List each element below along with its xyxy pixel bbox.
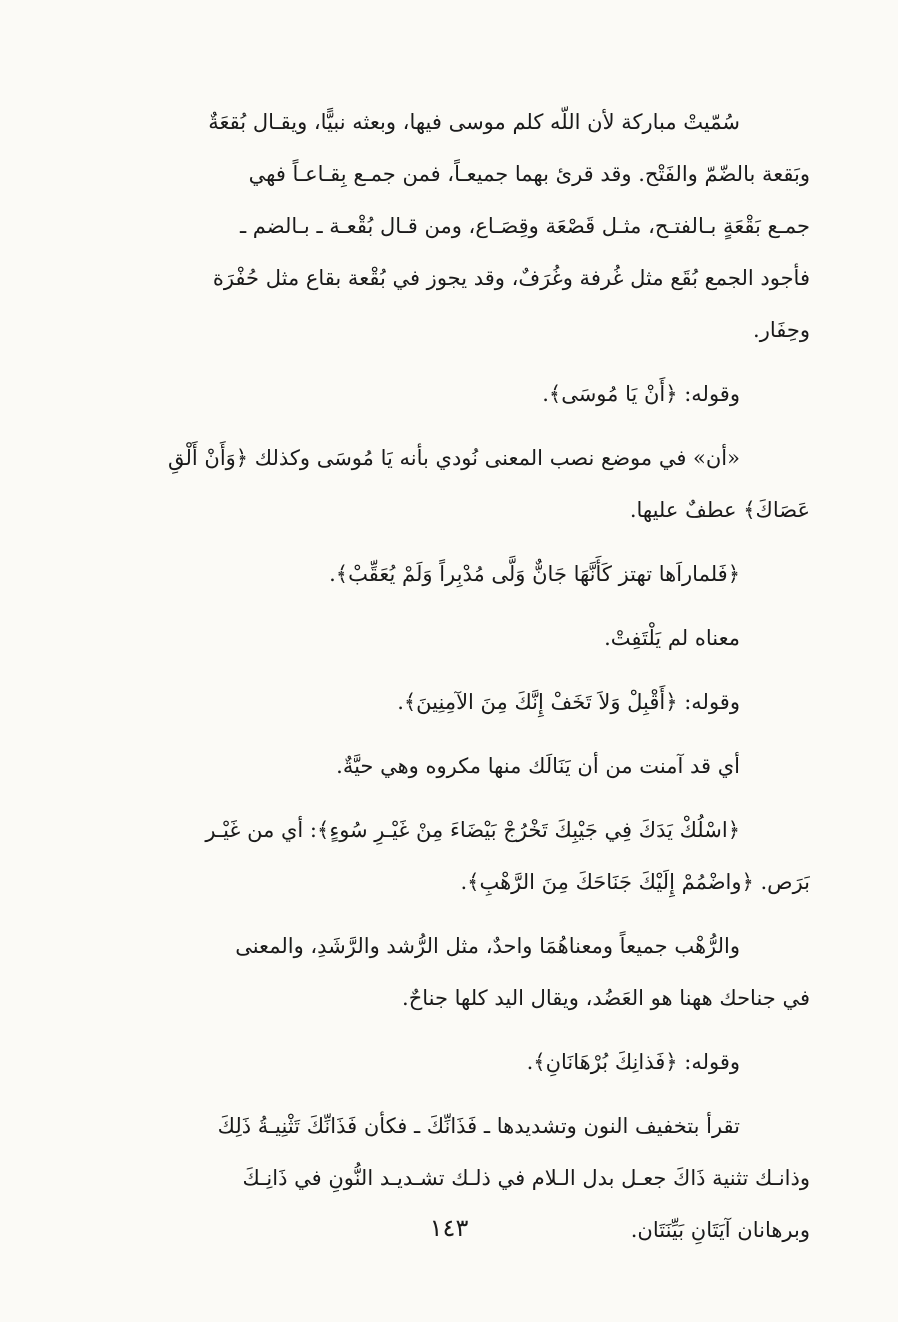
text-line: والرُّهْب جميعاً ومعناهُمَا واحدٌ، مثل الرُّشد والرَّشَدِ، والمعنى	[235, 934, 740, 958]
text-line: فأجود الجمع بُقَع مثل غُرفة وغُرَفٌ، وقد يجوز في بُقْعة بقاع مثل حُفْرَة	[212, 266, 810, 290]
text-line: وقوله: ﴿أَقْبِلْ وَلاَ تَخَفْ إِنَّكَ مِنَ الآمِنِينَ﴾.	[397, 690, 740, 714]
text-line: معناه لم يَلْتَفِتْ.	[604, 626, 740, 650]
text-line: تقرأ بتخفيف النون وتشديدها ـ فَذَانِّكَ ـ فكأن فَذَانِّكَ تَثْنِيـةُ ذَلِكَ	[217, 1114, 740, 1138]
text-line: وبرهانان آيَتَانِ بَيِّنَتَان.	[630, 1218, 810, 1242]
text-line: وقوله: ﴿أَنْ يَا مُوسَى﴾.	[542, 382, 740, 406]
text-line: في جناحك ههنا هو العَضُد، ويقال اليد كلها جناحٌ.	[402, 986, 810, 1010]
text-line: وحِفَار.	[753, 318, 810, 342]
text-line: أي قد آمنت من أن يَنَالَك منها مكروه وهي حيَّةٌ.	[336, 754, 740, 778]
text-line: وذانـك تثنية ذَاكَ جعـل بدل الـلام في ذلـك تشـديـد النُّونِ في ذَانِـكَ	[242, 1166, 810, 1190]
page-body	[120, 96, 810, 1256]
text-line: «أن» في موضع نصب المعنى نُودي بأنه يَا مُوسَى وكذلك ﴿وَأَنْ أَلْقِ	[167, 446, 740, 470]
text-line: ﴿اسْلُكْ يَدَكَ فِي جَيْبِكَ تَخْرُجْ بَيْضَاءَ مِنْ غَيْـرِ سُوءٍ﴾: أي من غَيْـر	[205, 818, 740, 842]
page-number: ١٤٣	[429, 1214, 469, 1242]
text-line: عَصَاكَ﴾ عطفٌ عليها.	[629, 498, 810, 522]
text-line: وبَقعة بالضّمّ والفَتْح. وقد قرئ بهما جميعـاً، فمن جمـع بِقـاعـاً فهي	[248, 162, 810, 186]
text-line: وقوله: ﴿فَذانِكَ بُرْهَانَانِ﴾.	[526, 1050, 740, 1074]
text-line: ﴿فَلماراَها تهتز كَأَنَّهَا جَانٌّ وَلَّى مُدْبِراً وَلَمْ يُعَقِّبْ﴾.	[329, 562, 740, 586]
text-line: بَرَص. ﴿واضْمُمْ إِلَيْكَ جَنَاحَكَ مِنَ الرَّهْبِ﴾.	[460, 870, 810, 894]
text-line: جمـع بَقْعَةٍ بـالفتـح، مثـل قَصْعَة وقِصَـاع، ومن قـال بُقْعـة ـ بـالضم ـ	[239, 214, 810, 238]
text-line: سُمّيتْ مباركة لأن اللّه كلم موسى فيها، وبعثه نبيًّا، ويقـال بُقعَةٌ	[208, 110, 740, 134]
